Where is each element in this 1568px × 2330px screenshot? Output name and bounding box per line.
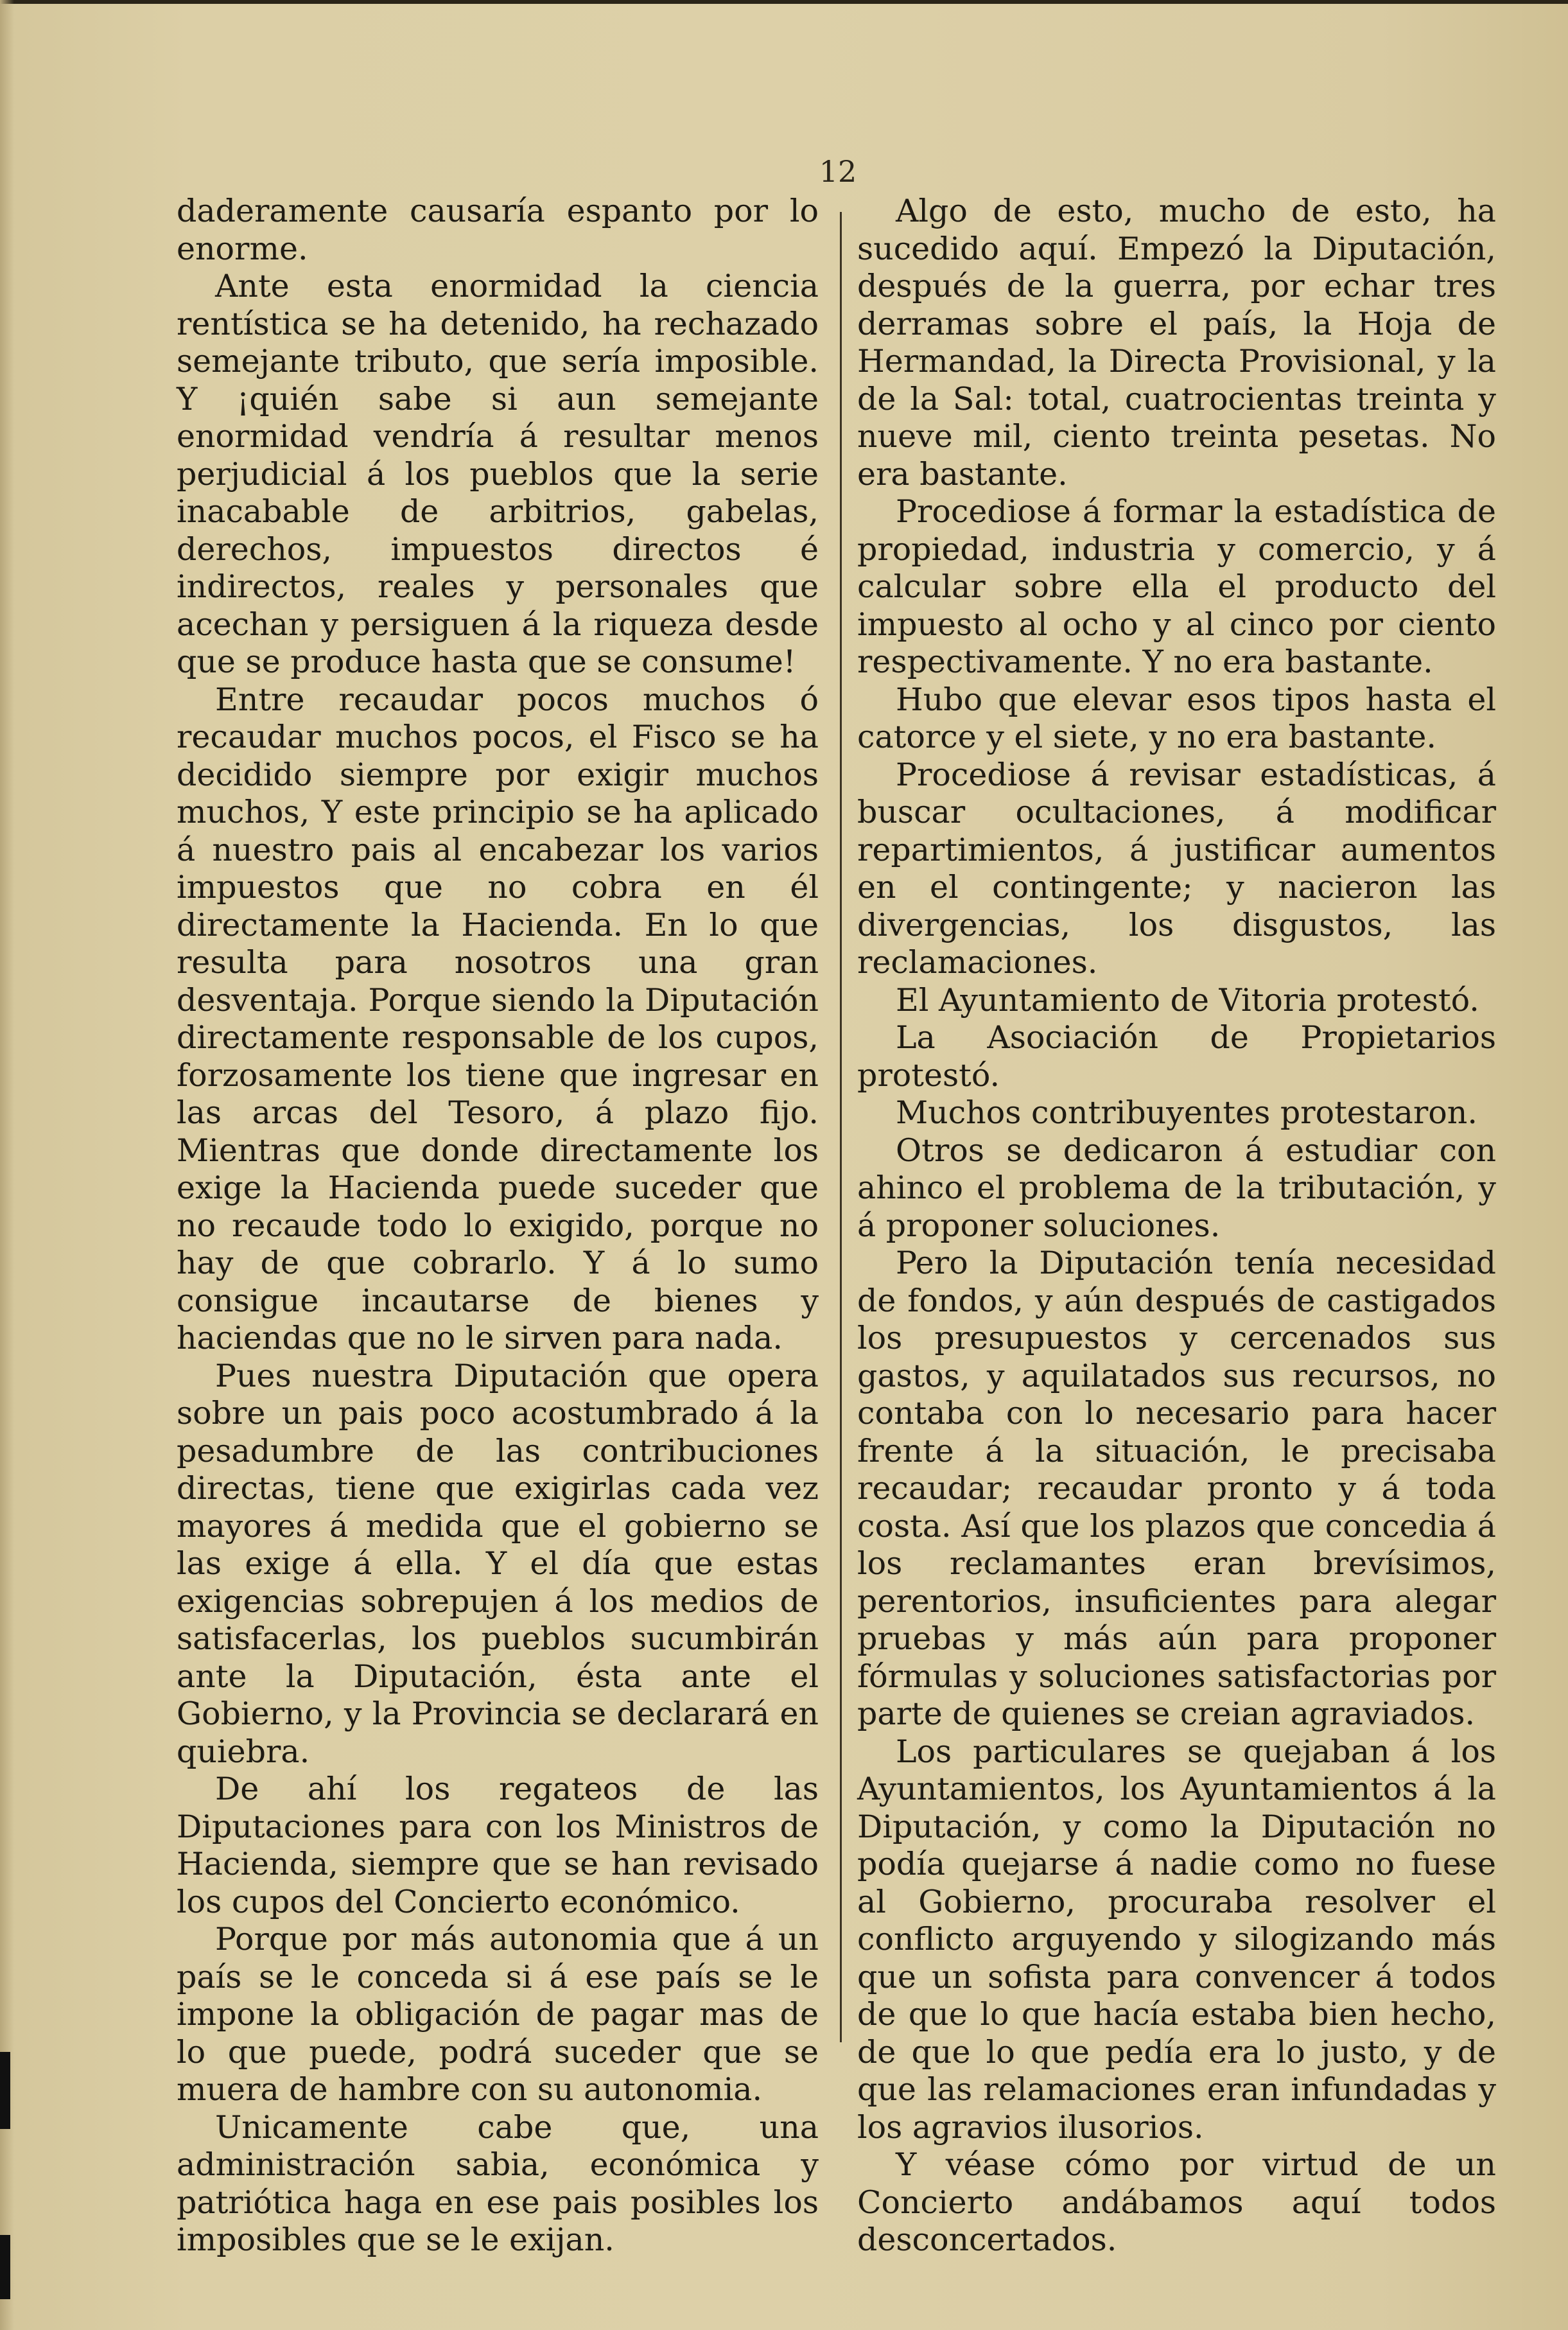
paragraph: Entre recaudar pocos muchos ó recaudar muchos pocos, el Fisco se ha decidido siempre por exigir muchos muchos, Y este principio se ha aplicado á nuestro pais al encabezar los varios impuestos que no cobra en él directamente la Hacienda. En lo que resulta para nosotros una gran desventaja. Porque siendo la Diputación directamente responsable de los cupos, forzosamente los tiene que ingresar en las arcas del Tesoro, á plazo fijo. Mientras que donde directamente los exige la Hacienda puede suceder que no recaude todo lo exigido, porque no hay de que cobrarlo. Y á lo sumo consigue incautarse de bienes y haciendas que no le sirven para nada. — [177, 681, 819, 1356]
paragraph: Algo de esto, mucho de esto, ha sucedido aquí. Empezó la Diputación, después de la guerra, por echar tres derramas sobre el país, la Hoja de Hermandad, la Directa Provisional, y la de la Sal: total, cuatrocientas treinta y nueve mil, ciento treinta pesetas. No era bastante. — [857, 193, 1496, 493]
top-edge-rule — [0, 0, 1568, 4]
left-text-column — [177, 193, 819, 2259]
paragraph: Los particulares se quejaban á los Ayuntamientos, los Ayuntamientos á la Diputación, y como la Diputación no podía quejarse á nadie como no fuese al Gobierno, procuraba resolver el conflicto arguyendo y silogizando más que un sofista para convencer á todos de que lo que hacía estaba bien hecho, de que lo que pedía era lo justo, y de que las relamaciones eran infundadas y los agravios ilusorios. — [857, 1733, 1496, 2146]
column-divider — [840, 212, 842, 2042]
paragraph: Otros se dedicaron á estudiar con ahinco el problema de la tributación, y á proponer soluciones. — [857, 1132, 1496, 1244]
paragraph: De ahí los regateos de las Diputaciones para con los Ministros de Hacienda, siempre que se han revisado los cupos del Concierto económico. — [177, 1771, 819, 1920]
binding-mark — [0, 2235, 10, 2299]
paragraph: daderamente causaría espanto por lo enorme. — [177, 193, 819, 267]
paragraph: El Ayuntamiento de Vitoria protestó. — [896, 981, 1479, 1019]
paragraph: Pero la Diputación tenía necesidad de fondos, y aún después de castigados los presupuestos y cercenados sus gastos, y aquilatados sus recursos, no contaba con lo necesario para hacer frente á la situación, le precisaba recaudar; recaudar pronto y á toda costa. Así que los plazos que concedia á los reclamantes eran brevísimos, perentorios, insuficientes para alegar pruebas y más aún para proponer fórmulas y soluciones satisfactorias por parte de quienes se creian agraviados. — [857, 1245, 1496, 1732]
paragraph: Muchos contribuyentes protestaron. — [896, 1094, 1477, 1131]
paragraph: Unicamente cabe que, una administración sabia, económica y patriótica haga en ese pais posibles los imposibles que se le exijan. — [177, 2108, 819, 2258]
page-number: 12 — [819, 154, 857, 189]
paragraph: Pues nuestra Diputación que opera sobre un pais poco acostumbrado á la pesadumbre de las contribuciones directas, tiene que exigirlas cada vez mayores á medida que el gobierno se las exige á ella. Y el día que estas exigencias sobrepujen á los medios de satisfacerlas, los pueblos sucumbirán ante la Diputación, ésta ante el Gobierno, y la Provincia se declarará en quiebra. — [177, 1357, 819, 1770]
paragraph: Procediose á revisar estadísticas, á buscar ocultaciones, á modificar repartimientos, á justificar aumentos en el contingente; y nacieron las divergencias, los disgustos, las reclamaciones. — [857, 756, 1496, 981]
paragraph: Y véase cómo por virtud de un Concierto andábamos aquí todos desconcertados. — [857, 2146, 1496, 2258]
paragraph: Ante esta enormidad la ciencia rentística se ha detenido, ha rechazado semejante tributo, que sería imposible. Y ¡quién sabe si aun semejante enormidad vendría á resultar menos perjudicial á los pueblos que la serie inacabable de arbitrios, gabelas, derechos, impuestos directos é indirectos, reales y personales que acechan y persiguen á la riqueza desde que se produce hasta que se consume! — [177, 268, 819, 680]
binding-mark — [0, 2052, 10, 2129]
paragraph: Porque por más autonomia que á un país se le conceda si á ese país se le impone la obligación de pagar mas de lo que puede, podrá suceder que se muera de hambre con su autonomia. — [177, 1921, 819, 2108]
paragraph: Procediose á formar la estadística de propiedad, industria y comercio, y á calcular sobre ella el producto del impuesto al ocho y al cinco por ciento respectivamente. Y no era bastante. — [857, 493, 1496, 680]
paragraph: Hubo que elevar esos tipos hasta el catorce y el siete, y no era bastante. — [857, 681, 1496, 755]
page-edge-shadow — [0, 0, 14, 2330]
right-text-column — [857, 193, 1496, 2259]
paragraph: La Asociación de Propietarios protestó. — [857, 1019, 1496, 1094]
